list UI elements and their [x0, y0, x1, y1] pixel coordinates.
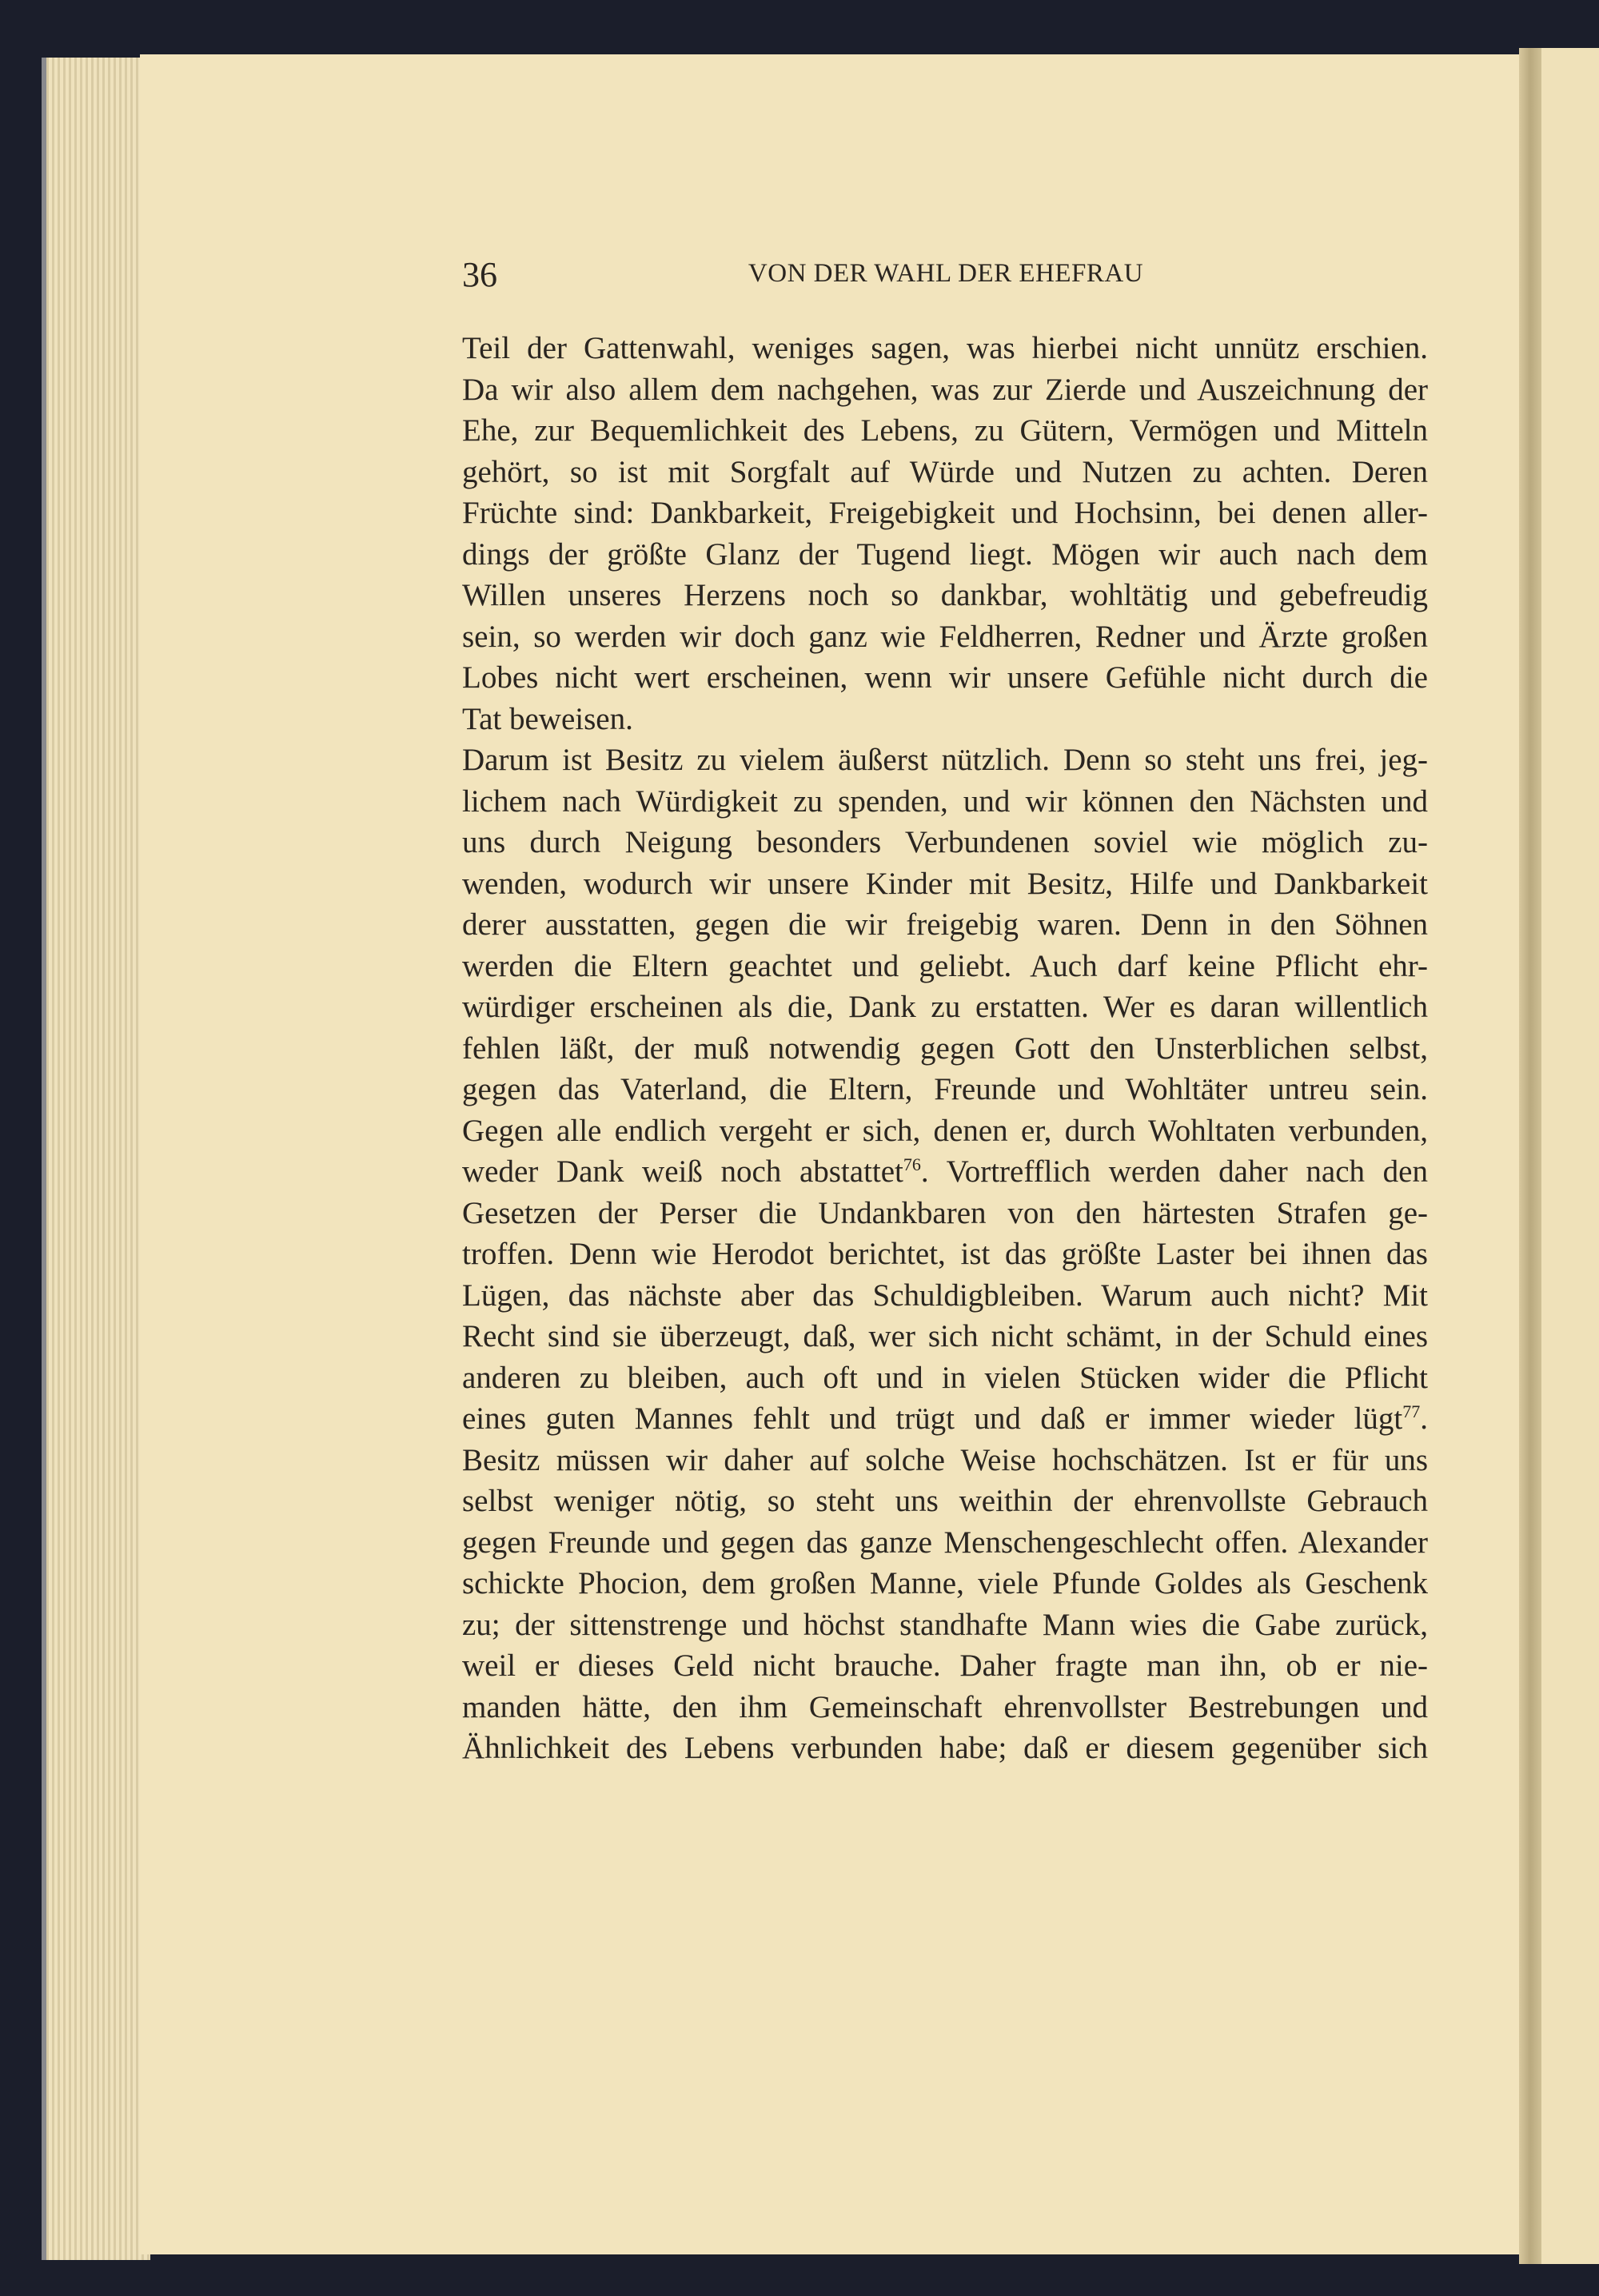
text-line — [462, 534, 1428, 576]
text-line — [462, 1604, 1428, 1646]
text-line-content: gegen das Vaterland, die Eltern, Freunde und Wohltäter untreu sein. — [462, 1072, 1428, 1106]
text-line-content: Ehe, zur Bequemlichkeit des Lebens, zu Gütern, Vermögen und Mitteln — [462, 413, 1428, 448]
text-line-content: Gegen alle endlich vergeht er sich, denen er, durch Wohltaten verbunden, — [462, 1113, 1428, 1148]
text-line-content: Teil der Gattenwahl, weniges sagen, was hierbei nicht unnütz erschien. — [462, 331, 1428, 365]
text-line — [462, 1110, 1428, 1152]
text-line-content: werden die Eltern geachtet und geliebt. Auch darf keine Pflicht ehr- — [462, 948, 1428, 983]
text-line — [462, 946, 1428, 987]
facing-page — [1541, 48, 1599, 2264]
text-line — [462, 1563, 1428, 1604]
text-line-content: dings der größte Glanz der Tugend liegt. Mögen wir auch nach dem — [462, 536, 1428, 572]
book-gutter — [1519, 48, 1541, 2264]
text-line-content: manden hätte, den ihm Gemeinschaft ehrenvollster Bestrebungen und — [462, 1689, 1428, 1724]
text-line-content: schickte Phocion, dem großen Manne, viele Pfunde Goldes als Geschenk — [462, 1566, 1428, 1600]
text-line-content: Lobes nicht wert erscheinen, wenn wir unsere Gefühle nicht durch die — [462, 660, 1428, 695]
text-line — [462, 1728, 1428, 1769]
text-line — [462, 1440, 1428, 1481]
text-line-content: gehört, so ist mit Sorgfalt auf Würde und Nutzen zu achten. Deren — [462, 454, 1428, 489]
text-line-content: Gesetzen der Perser die Undankbaren von den härtesten Strafen ge- — [462, 1195, 1428, 1230]
text-line-content: Darum ist Besitz zu vielem äußerst nützlich. Denn so steht uns frei, jeg- — [462, 743, 1428, 777]
text-line — [462, 1687, 1428, 1728]
text-line-content: Willen unseres Herzens noch so dankbar, wohltätig und gebefreudig — [462, 578, 1428, 612]
text-line-content: wenden, wodurch wir unsere Kinder mit Besitz, Hilfe und Dankbarkeit — [462, 866, 1428, 901]
text-line-content: derer ausstatten, gegen die wir freigebig waren. Denn in den Söhnen — [462, 907, 1428, 942]
text-line-content: Tat beweisen. — [462, 701, 633, 736]
text-line — [462, 1275, 1428, 1317]
text-line — [462, 699, 1428, 740]
text-line — [462, 1151, 1428, 1193]
running-title: VON DER WAHL DER EHEFRAU — [748, 259, 1144, 288]
text-line-content: eines guten Mannes fehlt und trügt und daß er immer wieder lügt — [462, 1401, 1403, 1436]
page-number: 36 — [462, 255, 497, 294]
text-line — [462, 781, 1428, 823]
text-line — [462, 492, 1428, 534]
text-line — [462, 739, 1428, 781]
footnote-marker: 77 — [1402, 1401, 1421, 1421]
text-line — [462, 1234, 1428, 1275]
text-line — [462, 575, 1428, 616]
text-line — [462, 1481, 1428, 1522]
text-line-content: weder Dank weiß noch abstattet — [462, 1154, 903, 1189]
text-line-content: zu; der sittenstrenge und höchst standhafte Mann wies die Gabe zurück, — [462, 1607, 1428, 1642]
body-text — [462, 328, 1428, 1769]
text-line-content: Besitz müssen wir daher auf solche Weise hochschätzen. Ist er für uns — [462, 1442, 1428, 1477]
text-line — [462, 452, 1428, 493]
text-line — [462, 328, 1428, 369]
text-line — [462, 369, 1428, 411]
page-edges — [42, 58, 150, 2260]
text-line — [462, 1193, 1428, 1234]
text-line-content: selbst weniger nötig, so steht uns weithin der ehrenvollste Gebrauch — [462, 1484, 1428, 1518]
text-line-content: weil er dieses Geld nicht brauche. Daher fragte man ihn, ob er nie- — [462, 1648, 1428, 1683]
text-line-content: fehlen läßt, der muß notwendig gegen Gott den Unsterblichen selbst, — [462, 1030, 1428, 1066]
text-line-content: gegen Freunde und gegen das ganze Menschengeschlecht offen. Alexander — [462, 1525, 1428, 1560]
text-line — [462, 1398, 1428, 1440]
text-line-content: Früchte sind: Dankbarkeit, Freigebigkeit und Hochsinn, bei denen aller- — [462, 496, 1428, 530]
text-line — [462, 616, 1428, 658]
text-line-continuation: . Vortrefflich werden daher nach den — [920, 1154, 1428, 1189]
text-line — [462, 822, 1428, 863]
text-line — [462, 987, 1428, 1028]
text-line-content: Lügen, das nächste aber das Schuldigbleiben. Warum auch nicht? Mit — [462, 1278, 1428, 1313]
text-line — [462, 1316, 1428, 1357]
text-line — [462, 657, 1428, 699]
text-line-content: Da wir also allem dem nachgehen, was zur Zierde und Auszeichnung der — [462, 372, 1428, 407]
text-line — [462, 863, 1428, 905]
text-line-content: anderen zu bleiben, auch oft und in vielen Stücken wider die Pflicht — [462, 1360, 1428, 1395]
page-header — [462, 254, 1430, 294]
text-line — [462, 1069, 1428, 1110]
text-line-content: uns durch Neigung besonders Verbundenen soviel wie möglich zu- — [462, 825, 1428, 859]
text-line-content: Ähnlichkeit des Lebens verbunden habe; daß er diesem gegenüber sich — [462, 1731, 1428, 1765]
text-line — [462, 1522, 1428, 1564]
text-line-content: Recht sind sie überzeugt, daß, wer sich nicht schämt, in der Schuld eines — [462, 1319, 1428, 1353]
text-line-content: würdiger erscheinen als die, Dank zu erstatten. Wer es daran willentlich — [462, 990, 1428, 1024]
text-line-content: sein, so werden wir doch ganz wie Feldherren, Redner und Ärzte großen — [462, 619, 1428, 654]
text-line-content: lichem nach Würdigkeit zu spenden, und wir können den Nächsten und — [462, 783, 1428, 819]
text-line-continuation: . — [1420, 1401, 1428, 1436]
text-line — [462, 1645, 1428, 1687]
text-line — [462, 1028, 1428, 1070]
text-line — [462, 1357, 1428, 1399]
footnote-marker: 76 — [903, 1154, 921, 1174]
text-line — [462, 410, 1428, 452]
text-line — [462, 904, 1428, 946]
text-line-content: troffen. Denn wie Herodot berichtet, ist das größte Laster bei ihnen das — [462, 1237, 1428, 1271]
